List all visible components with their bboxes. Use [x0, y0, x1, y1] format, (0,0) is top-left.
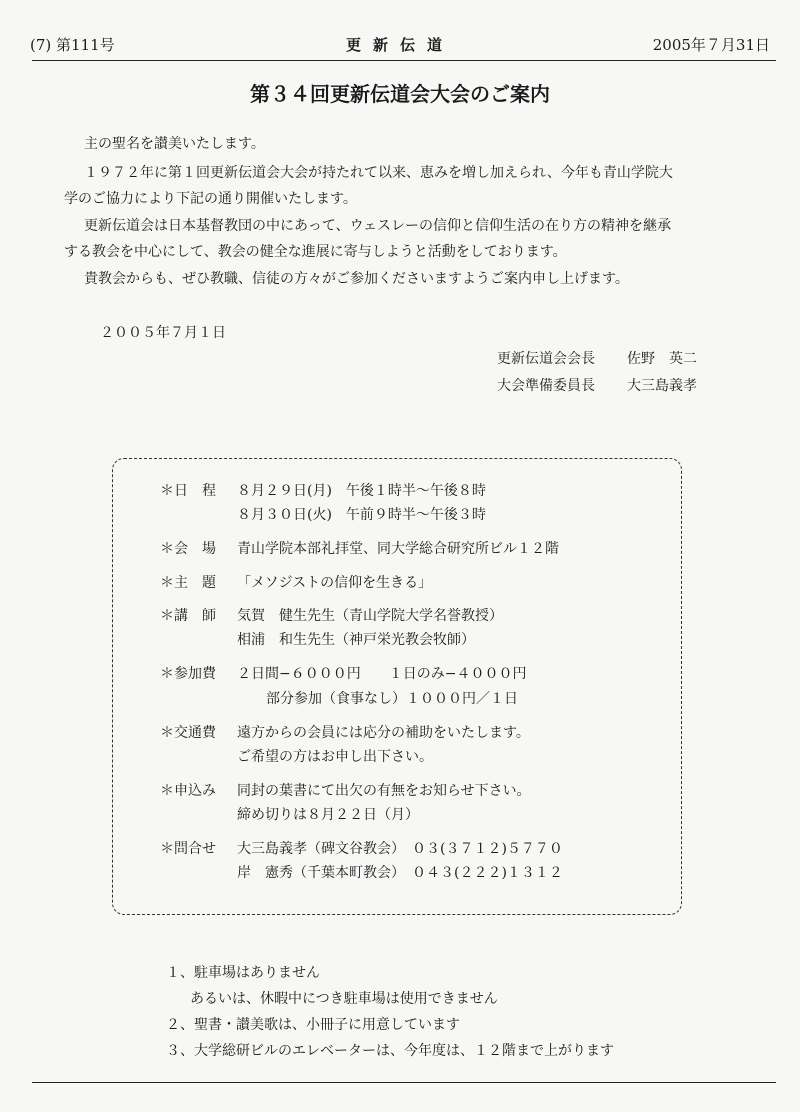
letter-date: ２００５年７月１日 [100, 325, 226, 341]
detail-contact-line2: 岸 憲秀（千葉本町教会） ０４３(２２２)１３１２ [237, 865, 563, 881]
detail-application-label: ＊申込み [160, 783, 216, 799]
note-hymnals: ２、聖書・讃美歌は、小冊子に用意しています [166, 1017, 460, 1033]
signature-role-committee-chair: 大会準備委員長 [497, 378, 595, 394]
signature-name-president: 佐野 英二 [627, 351, 697, 367]
detail-schedule-line1: ８月２９日(月) 午後１時半〜午後８時 [237, 483, 486, 499]
detail-speaker-line2: 相浦 和生先生（神戸栄光教会牧師） [237, 632, 475, 648]
detail-travel-line1: 遠方からの会員には応分の補助をいたします。 [237, 725, 530, 741]
detail-travel-label: ＊交通費 [160, 725, 216, 741]
newsletter-name: 更新伝道 [345, 36, 454, 54]
paragraph-greeting: 主の聖名を讃美いたします。 [84, 136, 265, 152]
issue-date: 2005年７月31日 [652, 36, 770, 54]
note-elevator: ３、大学総研ビルのエレベーターは、今年度は、１２階まで上がります [166, 1043, 614, 1059]
detail-application-line1: 同封の葉書にて出欠の有無をお知らせ下さい。 [237, 783, 531, 799]
detail-schedule-line2: ８月３０日(火) 午前９時半〜午後３時 [237, 507, 486, 523]
header-rule [32, 60, 776, 61]
detail-contact-label: ＊問合せ [160, 841, 216, 857]
signature-name-committee-chair: 大三島義孝 [627, 378, 697, 394]
detail-speaker-line1: 気賀 健生先生（青山学院大学名誉教授） [237, 608, 503, 624]
note-parking: １、駐車場はありません [166, 965, 320, 981]
detail-application-line2: 締め切りは８月２２日（月） [237, 807, 419, 823]
detail-venue-label: ＊会 場 [160, 541, 216, 557]
detail-fee-line2: 部分参加（食事なし）１０００円／１日 [252, 691, 518, 707]
paragraph-history-line1: １９７２年に第１回更新伝道会大会が持たれて以来、恵みを増し加えられ、今年も青山学院大 [84, 165, 673, 181]
paragraph-mission-line2: する教会を中心にして、教会の健全な進展に寄与しようと活動をしております。 [64, 244, 567, 260]
paragraph-mission-line1: 更新伝道会は日本基督教団の中にあって、ウェスレーの信仰と信仰生活の在り方の精神を継承 [84, 218, 672, 234]
detail-fee-label: ＊参加費 [160, 666, 216, 682]
footer-rule [32, 1082, 776, 1083]
detail-venue-line1: 青山学院本部礼拝堂、同大学総合研究所ビル１２階 [237, 541, 559, 557]
paragraph-invitation: 貴教会からも、ぜひ教職、信徒の方々がご参加くださいますようご案内申し上げます。 [84, 271, 629, 287]
detail-travel-line2: ご希望の方はお申し出下さい。 [237, 749, 433, 765]
signature-role-president: 更新伝道会会長 [497, 351, 595, 367]
detail-contact-line1: 大三島義孝（碑文谷教会） ０３(３７１２)５７７０ [237, 841, 563, 857]
detail-speaker-label: ＊講 師 [160, 608, 216, 624]
paragraph-history-line2: 学のご協力により下記の通り開催いたします。 [64, 191, 357, 207]
detail-theme-label: ＊主 題 [160, 575, 216, 591]
detail-theme-line1: 「メソジストの信仰を生きる」 [237, 575, 433, 591]
detail-schedule-label: ＊日 程 [160, 483, 216, 499]
issue-number: (7) 第111号 [30, 36, 115, 54]
page-title: 第３４回更新伝道会大会のご案内 [250, 82, 550, 106]
note-parking-detail: あるいは、休暇中につき駐車場は使用できません [190, 991, 498, 1007]
detail-fee-line1: ２日間−６０００円 １日のみ−４０００円 [237, 666, 527, 682]
